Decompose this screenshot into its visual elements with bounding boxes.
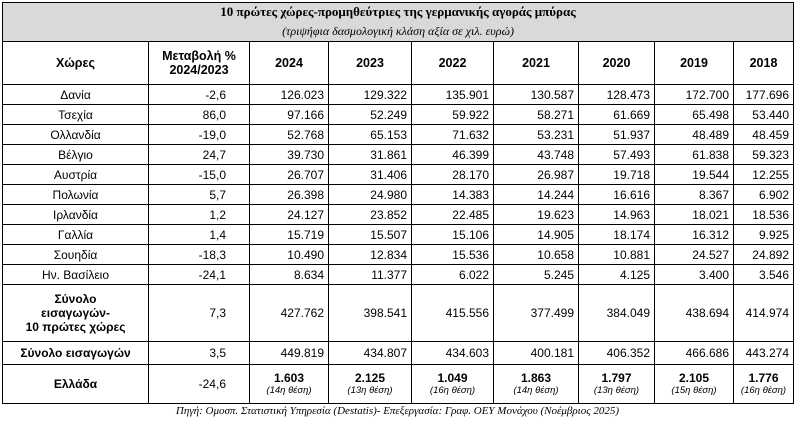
table-row	[3, 265, 794, 285]
value-cell: 65.498	[655, 105, 734, 125]
value-cell: 31.406	[329, 165, 412, 185]
sum-top10-value: 438.694	[655, 285, 734, 342]
sum-top10-value: 398.541	[329, 285, 412, 342]
value-cell: 177.696	[734, 85, 794, 105]
sum-all-value: 434.807	[329, 342, 412, 365]
header-row	[3, 42, 794, 85]
value-cell: 10.881	[579, 245, 655, 265]
greece-value-cell	[494, 365, 579, 404]
value-cell: 12.255	[734, 165, 794, 185]
greece-change: -24,6	[198, 377, 226, 391]
value-cell: 14.244	[494, 185, 579, 205]
country-name: Αυστρία	[3, 165, 149, 185]
value-cell: 18.021	[655, 205, 734, 225]
change-value: -19,0	[198, 127, 226, 142]
sum-all-change-cell	[149, 342, 250, 365]
value-cell: 3.546	[734, 265, 794, 285]
header-country: Χώρες	[3, 42, 149, 85]
header-year: 2020	[579, 42, 655, 85]
value-cell: 26.707	[250, 165, 329, 185]
value-cell: 53.440	[734, 105, 794, 125]
value-cell: 31.861	[329, 145, 412, 165]
value-cell: 172.700	[655, 85, 734, 105]
value-cell: 28.170	[412, 165, 494, 185]
source-note: Πηγή: Ομοσπ. Στατιστική Υπηρεσία (Destatis)- Επεξεργασία: Γραφ. ΟΕΥ Μονάχου (Νοέμβριος 2025)	[175, 405, 620, 417]
greece-row	[3, 365, 794, 404]
value-cell: 10.490	[250, 245, 329, 265]
table-row	[3, 245, 794, 265]
header-year: 2019	[655, 42, 734, 85]
greece-change-cell	[149, 365, 250, 404]
greece-value: 1.049	[437, 371, 468, 385]
sum-all-value: 466.686	[655, 342, 734, 365]
value-cell: 15.536	[412, 245, 494, 265]
table-row	[3, 125, 794, 145]
country-name: Τσεχία	[3, 105, 149, 125]
value-cell: 19.544	[655, 165, 734, 185]
header-year: 2021	[494, 42, 579, 85]
greece-label: Ελλάδα	[3, 365, 149, 404]
greece-value-cell	[329, 365, 412, 404]
country-rows	[3, 85, 794, 285]
value-cell: 58.271	[494, 105, 579, 125]
change-cell	[149, 85, 250, 105]
greece-value-cell	[250, 365, 329, 404]
sum-top10-row	[3, 285, 794, 342]
value-cell: 10.658	[494, 245, 579, 265]
greece-rank: (13η θέση)	[593, 385, 640, 396]
value-cell: 11.377	[329, 265, 412, 285]
sum-top10-label-line2: εισαγωγών-	[41, 306, 110, 320]
change-cell	[149, 185, 250, 205]
sum-all-label: Σύνολο εισαγωγών	[3, 342, 149, 365]
value-cell: 53.231	[494, 125, 579, 145]
value-cell: 46.399	[412, 145, 494, 165]
change-value: 86,0	[202, 107, 226, 122]
value-cell: 14.963	[579, 205, 655, 225]
value-cell: 24.527	[655, 245, 734, 265]
value-cell: 15.719	[250, 225, 329, 245]
value-cell: 71.632	[412, 125, 494, 145]
value-cell: 48.459	[734, 125, 794, 145]
value-cell: 5.245	[494, 265, 579, 285]
table-row	[3, 145, 794, 165]
value-cell: 15.106	[412, 225, 494, 245]
greece-rank: (15η θέση)	[671, 385, 717, 396]
value-cell: 19.623	[494, 205, 579, 225]
sum-all-row	[3, 342, 794, 365]
value-cell: 51.937	[579, 125, 655, 145]
country-name: Ιρλανδία	[3, 205, 149, 225]
value-cell: 65.153	[329, 125, 412, 145]
sum-all-value: 434.603	[412, 342, 494, 365]
sum-all-value: 449.819	[250, 342, 329, 365]
change-cell	[149, 165, 250, 185]
value-cell: 52.249	[329, 105, 412, 125]
value-cell: 3.400	[655, 265, 734, 285]
table-row	[3, 225, 794, 245]
header-change-line1: Μεταβολή %	[162, 49, 236, 63]
country-name: Βέλγιο	[3, 145, 149, 165]
value-cell: 24.127	[250, 205, 329, 225]
table-row	[3, 185, 794, 205]
country-name: Ολλανδία	[3, 125, 149, 145]
greece-value: 2.105	[678, 371, 710, 385]
value-cell: 24.892	[734, 245, 794, 265]
import-table-container	[2, 2, 793, 417]
sum-all-change: 3,5	[209, 346, 226, 360]
greece-value-cell	[734, 365, 794, 404]
value-cell: 26.398	[250, 185, 329, 205]
value-cell: 61.838	[655, 145, 734, 165]
value-cell: 22.485	[412, 205, 494, 225]
value-cell: 126.023	[250, 85, 329, 105]
change-value: -18,3	[198, 247, 226, 262]
greece-value: 2.125	[354, 371, 386, 385]
sum-top10-value: 415.556	[412, 285, 494, 342]
change-value: -15,0	[198, 167, 226, 182]
value-cell: 12.834	[329, 245, 412, 265]
table-subtitle: (τριψήφια δασμολογική κλάση αξία σε χιλ. ευρώ)	[3, 21, 794, 42]
sum-top10-value: 377.499	[494, 285, 579, 342]
change-cell	[149, 225, 250, 245]
country-name: Δανία	[3, 85, 149, 105]
value-cell: 24.980	[329, 185, 412, 205]
sum-all-value: 443.274	[734, 342, 794, 365]
value-cell: 26.987	[494, 165, 579, 185]
value-cell: 9.925	[734, 225, 794, 245]
change-cell	[149, 265, 250, 285]
change-value: -24,1	[198, 267, 226, 282]
table-row	[3, 105, 794, 125]
value-cell: 52.768	[250, 125, 329, 145]
value-cell: 39.730	[250, 145, 329, 165]
greece-value: 1.863	[520, 371, 552, 385]
value-cell: 59.922	[412, 105, 494, 125]
header-change	[149, 42, 250, 85]
value-cell: 4.125	[579, 265, 655, 285]
value-cell: 15.507	[329, 225, 412, 245]
change-cell	[149, 145, 250, 165]
sum-all-value: 400.181	[494, 342, 579, 365]
value-cell: 43.748	[494, 145, 579, 165]
greece-value-cell	[655, 365, 734, 404]
change-value: 5,7	[209, 187, 226, 202]
value-cell: 61.669	[579, 105, 655, 125]
header-year: 2024	[250, 42, 329, 85]
header-year: 2018	[734, 42, 794, 85]
sum-all-value: 406.352	[579, 342, 655, 365]
change-cell	[149, 105, 250, 125]
value-cell: 128.473	[579, 85, 655, 105]
greece-rank: (14η θέση)	[513, 385, 559, 396]
country-name: Γαλλία	[3, 225, 149, 245]
change-value: 24,7	[202, 147, 226, 162]
value-cell: 19.718	[579, 165, 655, 185]
value-cell: 14.905	[494, 225, 579, 245]
value-cell: 16.616	[579, 185, 655, 205]
value-cell: 6.022	[412, 265, 494, 285]
change-cell	[149, 245, 250, 265]
beer-imports-table	[2, 2, 794, 404]
greece-value-cell	[579, 365, 655, 404]
header-change-line2: 2024/2023	[169, 63, 229, 77]
change-cell	[149, 125, 250, 145]
table-title: 10 πρώτες χώρες-προμηθεύτριες της γερμανικής αγοράς μπύρας	[3, 3, 794, 22]
value-cell: 8.634	[250, 265, 329, 285]
value-cell: 130.587	[494, 85, 579, 105]
header-year: 2023	[329, 42, 412, 85]
country-name: Ην. Βασίλειο	[3, 265, 149, 285]
sum-top10-label	[3, 285, 149, 342]
header-year: 2022	[412, 42, 494, 85]
sum-top10-value: 414.974	[734, 285, 794, 342]
change-cell	[149, 205, 250, 225]
value-cell: 135.901	[412, 85, 494, 105]
greece-value-cell	[412, 365, 494, 404]
value-cell: 6.902	[734, 185, 794, 205]
value-cell: 14.383	[412, 185, 494, 205]
value-cell: 18.536	[734, 205, 794, 225]
value-cell: 8.367	[655, 185, 734, 205]
greece-rank: (14η θέση)	[266, 385, 312, 396]
change-value: -2,6	[205, 87, 226, 102]
value-cell: 129.322	[329, 85, 412, 105]
table-row	[3, 165, 794, 185]
greece-value: 1.776	[748, 371, 779, 385]
greece-value: 1.603	[273, 371, 305, 385]
value-cell: 18.174	[579, 225, 655, 245]
value-cell: 59.323	[734, 145, 794, 165]
value-cell: 57.493	[579, 145, 655, 165]
greece-rank: (16η θέση)	[740, 385, 787, 396]
greece-rank: (16η θέση)	[429, 385, 476, 396]
sum-top10-label-line1: Σύνολο	[54, 292, 97, 306]
change-value: 1,2	[209, 207, 226, 222]
sum-top10-value: 427.762	[250, 285, 329, 342]
table-row	[3, 85, 794, 105]
greece-value: 1.797	[601, 371, 632, 385]
sum-top10-label-line3: 10 πρώτες χώρες	[25, 320, 126, 334]
value-cell: 23.852	[329, 205, 412, 225]
sum-top10-change-cell	[149, 285, 250, 342]
value-cell: 16.312	[655, 225, 734, 245]
greece-rank: (13η θέση)	[347, 385, 393, 396]
country-name: Πολωνία	[3, 185, 149, 205]
sum-top10-change: 7,3	[209, 306, 226, 320]
sum-top10-value: 384.049	[579, 285, 655, 342]
table-row	[3, 205, 794, 225]
value-cell: 97.166	[250, 105, 329, 125]
country-name: Σουηδία	[3, 245, 149, 265]
value-cell: 48.489	[655, 125, 734, 145]
change-value: 1,4	[209, 227, 226, 242]
